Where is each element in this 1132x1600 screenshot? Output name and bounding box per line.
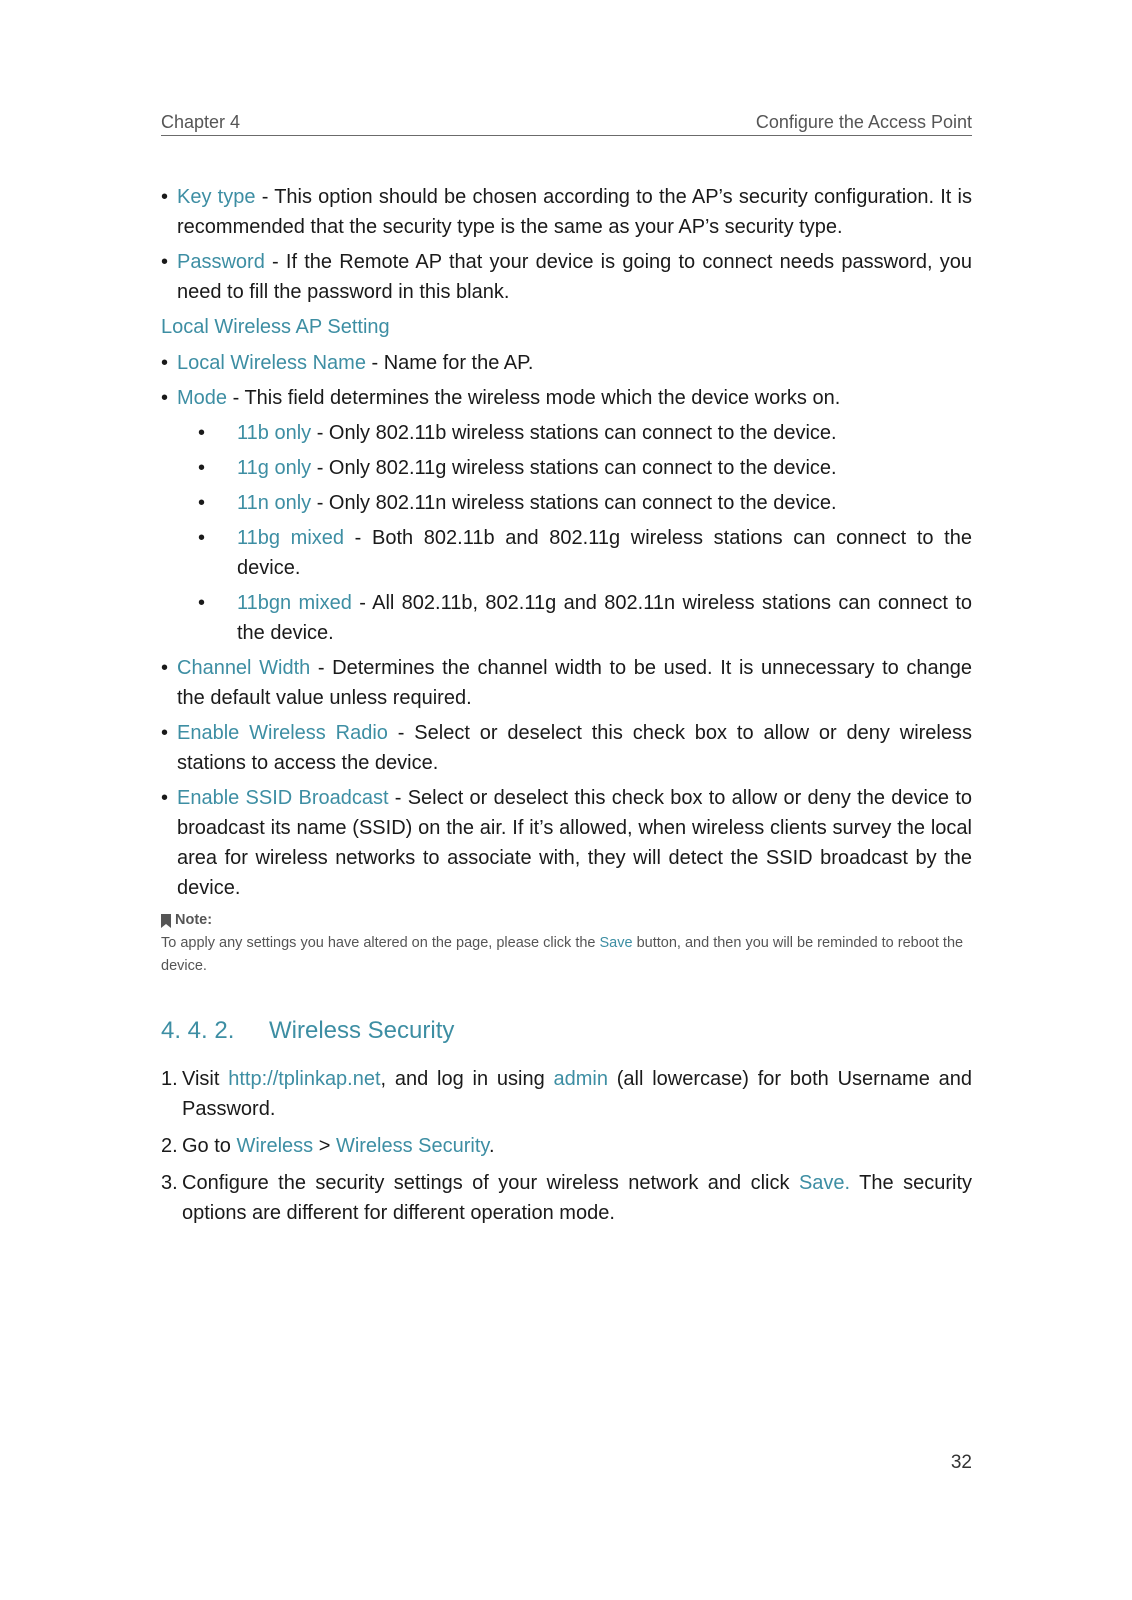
subheading: Local Wireless AP Setting xyxy=(161,316,390,338)
term: Enable SSID Broadcast xyxy=(177,787,389,809)
term: 11b only xyxy=(237,422,312,444)
term: Local Wireless Name xyxy=(177,352,366,374)
list-item: • Enable SSID Broadcast - Select or deselect this check box to allow or deny the device to broadcast its name (SSID) on the air. If it’s allowed, when wireless clients survey the local area for wireless networks to associate with, they will detect the SSID broadcast by the device. xyxy=(161,783,972,903)
note-title: Note: xyxy=(175,912,213,928)
steps-list xyxy=(161,1064,972,1228)
save-reference: Save. xyxy=(798,1172,851,1194)
term: Mode xyxy=(177,387,228,409)
chapter-title: Configure the Access Point xyxy=(755,112,972,132)
section-number: 4. 4. 2. xyxy=(161,1017,235,1044)
term: 11bg mixed xyxy=(237,527,345,549)
list-item: • Mode - This field determines the wireless mode which the device works on. xyxy=(161,383,972,413)
section-title: Wireless Security xyxy=(269,1017,455,1044)
term: Key type xyxy=(177,186,256,208)
sub-list-item: • 11bgn mixed - All 802.11b, 802.11g and 802.11n wireless stations can connect to the device. xyxy=(161,588,972,648)
step-item: 1. Visit http://tplinkap.net, and log in using admin (all lowercase) for both Username and Password. xyxy=(161,1068,972,1120)
bookmark-icon xyxy=(161,914,171,928)
menu-path-wireless-security: Wireless Security xyxy=(335,1135,489,1157)
sub-list-item: • 11bg mixed - Both 802.11b and 802.11g wireless stations can connect to the device. xyxy=(161,523,972,583)
page-number: 32 xyxy=(950,1452,972,1473)
sub-list-item: • 11g only - Only 802.11g wireless stations can connect to the device. xyxy=(161,453,972,483)
main-content xyxy=(161,182,972,1228)
term: Enable Wireless Radio xyxy=(177,722,388,744)
list-item: • Channel Width - Determines the channel width to be used. It is unnecessary to change the default value unless required. xyxy=(161,653,972,713)
sub-list-item: • 11n only - Only 802.11n wireless stations can connect to the device. xyxy=(161,488,972,518)
step-item: 2. Go to Wireless > Wireless Security. xyxy=(161,1135,495,1157)
section-heading xyxy=(161,1016,972,1046)
url-link[interactable]: http://tplinkap.net xyxy=(228,1068,381,1090)
list-item: • Enable Wireless Radio - Select or deselect this check box to allow or deny wireless stations to access the device. xyxy=(161,718,972,778)
menu-path-wireless: Wireless xyxy=(236,1135,314,1157)
list-item: • Key type - This option should be chosen according to the AP’s security configuration. It is recommended that the security type is the same as your AP’s security type. xyxy=(161,182,972,242)
step-item: 3. Configure the security settings of your wireless network and click Save. The security options are different for different operation mode. xyxy=(161,1172,972,1224)
sub-list-item: • 11b only - Only 802.11b wireless stations can connect to the device. xyxy=(161,418,972,448)
list-item: • Local Wireless Name - Name for the AP. xyxy=(161,348,972,378)
save-reference: Save xyxy=(599,935,633,951)
list-item: • Password - If the Remote AP that your device is going to connect needs password, you need to fill the password in this blank. xyxy=(161,247,972,307)
term: Password xyxy=(177,251,265,273)
term: 11g only xyxy=(237,457,312,479)
term: 11n only xyxy=(237,492,312,514)
document-page xyxy=(161,112,972,1235)
note-header xyxy=(161,909,972,932)
note-text: To apply any settings you have altered on the page, please click the Save button, and then you will be reminded to reboot the device. xyxy=(161,935,964,974)
username-value: admin xyxy=(553,1068,608,1090)
term: 11bgn mixed xyxy=(237,592,352,614)
chapter-label: Chapter 4 xyxy=(161,112,241,132)
term: Channel Width xyxy=(177,657,311,679)
note-box xyxy=(161,909,972,978)
running-header xyxy=(161,112,972,136)
